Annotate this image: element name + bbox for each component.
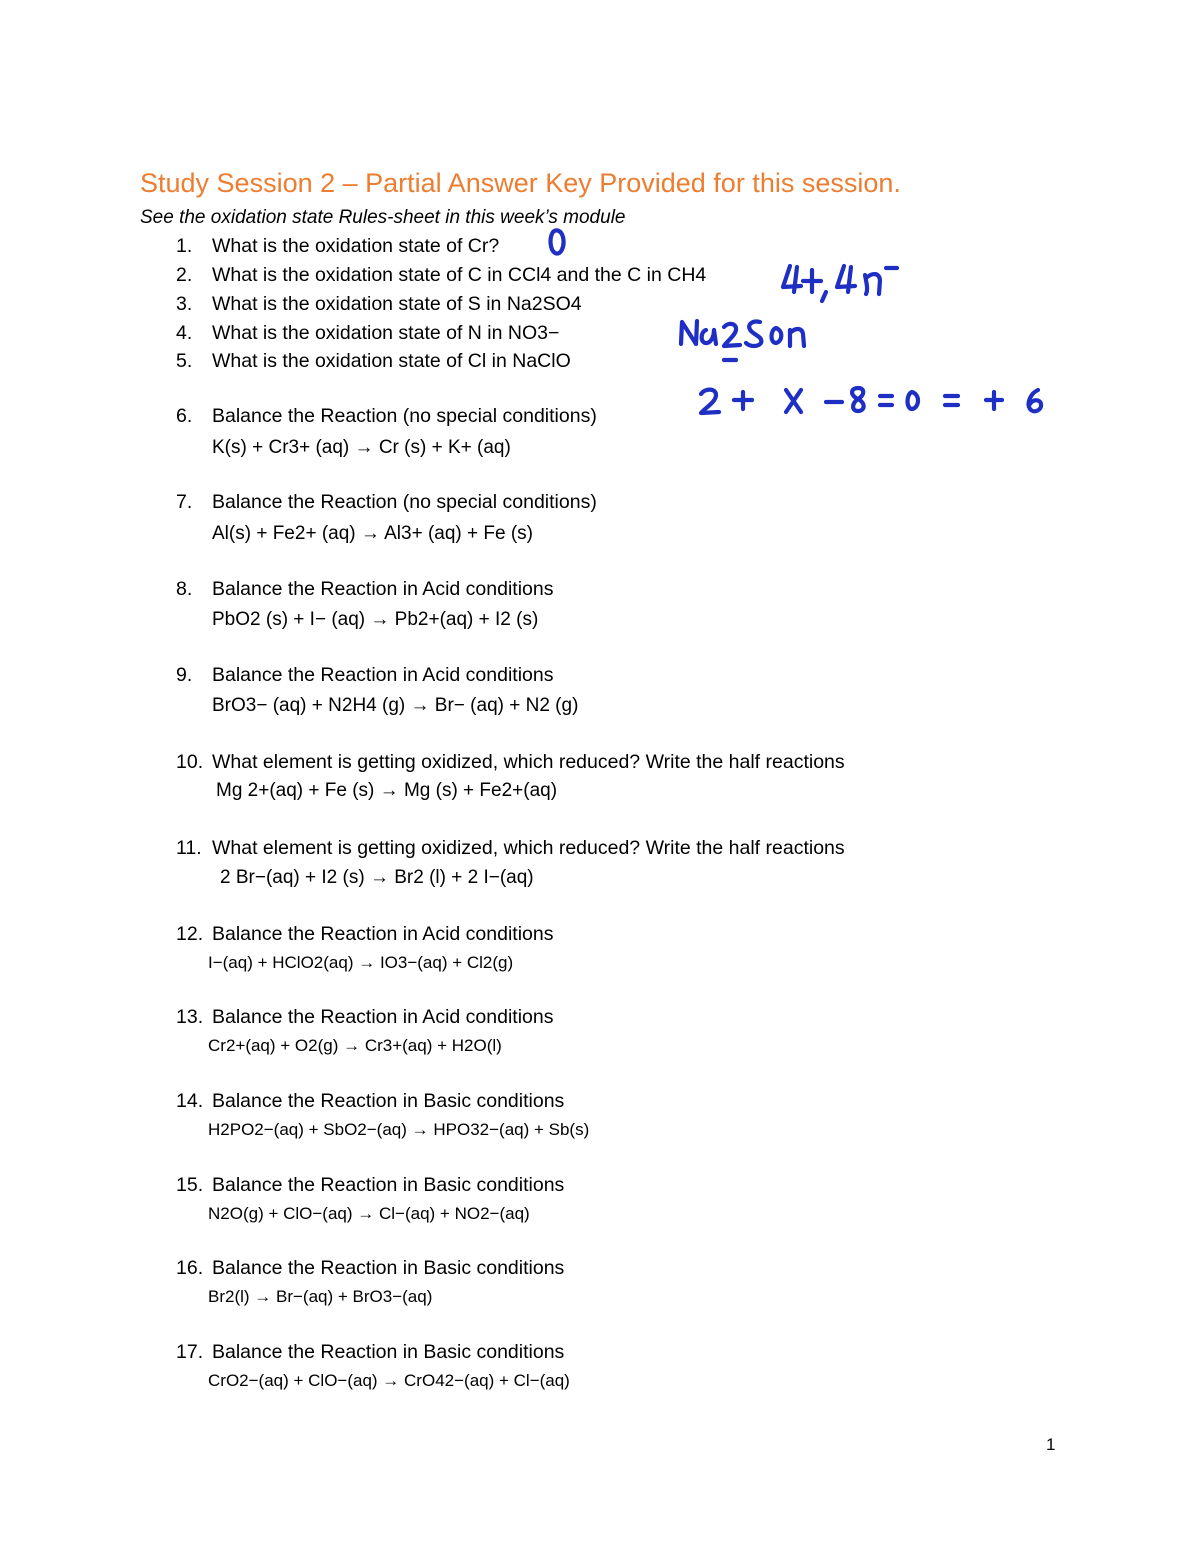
reaction-17: CrO2−(aq) + ClO−(aq) → CrO42−(aq) + Cl−(aq)	[208, 1371, 570, 1390]
question-text: Balance the Reaction (no special conditions)	[212, 491, 597, 513]
question-6	[176, 405, 597, 428]
reaction-15: N2O(g) + ClO−(aq) → Cl−(aq) + NO2−(aq)	[208, 1204, 530, 1223]
handwritten-q1-answer	[551, 230, 564, 253]
question-text: Balance the Reaction in Acid conditions	[212, 923, 554, 945]
question-number: 11.	[176, 837, 202, 859]
page-subtitle: See the oxidation state Rules-sheet in this week’s module	[140, 207, 626, 228]
question-text: What is the oxidation state of Cr?	[212, 235, 500, 257]
question-8	[176, 578, 553, 601]
question-4	[176, 322, 559, 345]
question-7	[176, 491, 597, 514]
question-number: 1.	[176, 235, 193, 257]
question-number: 15.	[176, 1174, 204, 1196]
question-14	[176, 1090, 564, 1113]
handwritten-q3-equation	[701, 388, 1041, 413]
reaction-16: Br2(l) → Br−(aq) + BrO3−(aq)	[208, 1287, 433, 1306]
question-11	[176, 837, 845, 860]
question-text: Balance the Reaction in Acid conditions	[212, 578, 554, 600]
reaction-9: BrO3− (aq) + N2H4 (g) → Br− (aq) + N2 (g)	[212, 695, 579, 716]
question-text: What element is getting oxidized, which reduced? Write the half reactions	[212, 837, 845, 859]
question-text: Balance the Reaction in Basic conditions	[212, 1090, 565, 1112]
reaction-13: Cr2+(aq) + O2(g) → Cr3+(aq) + H2O(l)	[208, 1036, 502, 1055]
question-text: What is the oxidation state of S in Na2SO4	[212, 293, 582, 315]
reaction-8: PbO2 (s) + I− (aq) → Pb2+(aq) + I2 (s)	[212, 609, 539, 630]
reaction-14: H2PO2−(aq) + SbO2−(aq) → HPO32−(aq) + Sb(s)	[208, 1120, 590, 1139]
question-text: Balance the Reaction in Basic conditions	[212, 1174, 565, 1196]
question-number: 17.	[176, 1341, 204, 1363]
handwritten-q3-formula	[681, 321, 804, 360]
question-number: 8.	[176, 578, 193, 600]
question-number: 10.	[176, 751, 204, 773]
question-13	[176, 1006, 553, 1029]
question-number: 14.	[176, 1090, 204, 1112]
question-12	[176, 923, 553, 946]
question-5	[176, 350, 571, 373]
page-title: Study Session 2 – Partial Answer Key Provided for this session.	[140, 168, 901, 198]
question-number: 4.	[176, 322, 193, 344]
question-number: 9.	[176, 664, 193, 686]
question-1	[176, 235, 499, 258]
question-number: 13.	[176, 1006, 204, 1028]
question-16	[176, 1257, 564, 1280]
handwritten-q2-answer	[783, 266, 897, 301]
page-number: 1	[1046, 1435, 1056, 1454]
question-text: What is the oxidation state of N in NO3−	[212, 322, 560, 344]
question-3	[176, 293, 582, 316]
question-number: 6.	[176, 405, 193, 427]
question-number: 2.	[176, 264, 193, 286]
question-text: Balance the Reaction in Acid conditions	[212, 1006, 554, 1028]
reaction-11: 2 Br−(aq) + I2 (s) → Br2 (l) + 2 I−(aq)	[220, 867, 534, 888]
reaction-7: Al(s) + Fe2+ (aq) → Al3+ (aq) + Fe (s)	[212, 523, 533, 544]
question-number: 12.	[176, 923, 204, 945]
question-text: Balance the Reaction in Basic conditions	[212, 1341, 565, 1363]
question-text: What is the oxidation state of C in CCl4 and the C in CH4	[212, 264, 707, 286]
question-number: 3.	[176, 293, 193, 315]
question-text: Balance the Reaction in Acid conditions	[212, 664, 554, 686]
question-number: 7.	[176, 491, 193, 513]
question-10	[176, 751, 845, 774]
question-9	[176, 664, 553, 687]
question-2	[176, 264, 706, 287]
question-number: 16.	[176, 1257, 204, 1279]
question-text: Balance the Reaction in Basic conditions	[212, 1257, 565, 1279]
reaction-12: I−(aq) + HClO2(aq) → IO3−(aq) + Cl2(g)	[208, 953, 514, 972]
question-number: 5.	[176, 350, 193, 372]
question-text: What is the oxidation state of Cl in NaClO	[212, 350, 571, 372]
question-15	[176, 1174, 564, 1197]
reaction-10: Mg 2+(aq) + Fe (s) → Mg (s) + Fe2+(aq)	[216, 780, 558, 801]
reaction-6: K(s) + Cr3+ (aq) → Cr (s) + K+ (aq)	[212, 437, 511, 458]
question-17	[176, 1341, 564, 1364]
question-text: What element is getting oxidized, which reduced? Write the half reactions	[212, 751, 845, 773]
question-text: Balance the Reaction (no special conditions)	[212, 405, 597, 427]
